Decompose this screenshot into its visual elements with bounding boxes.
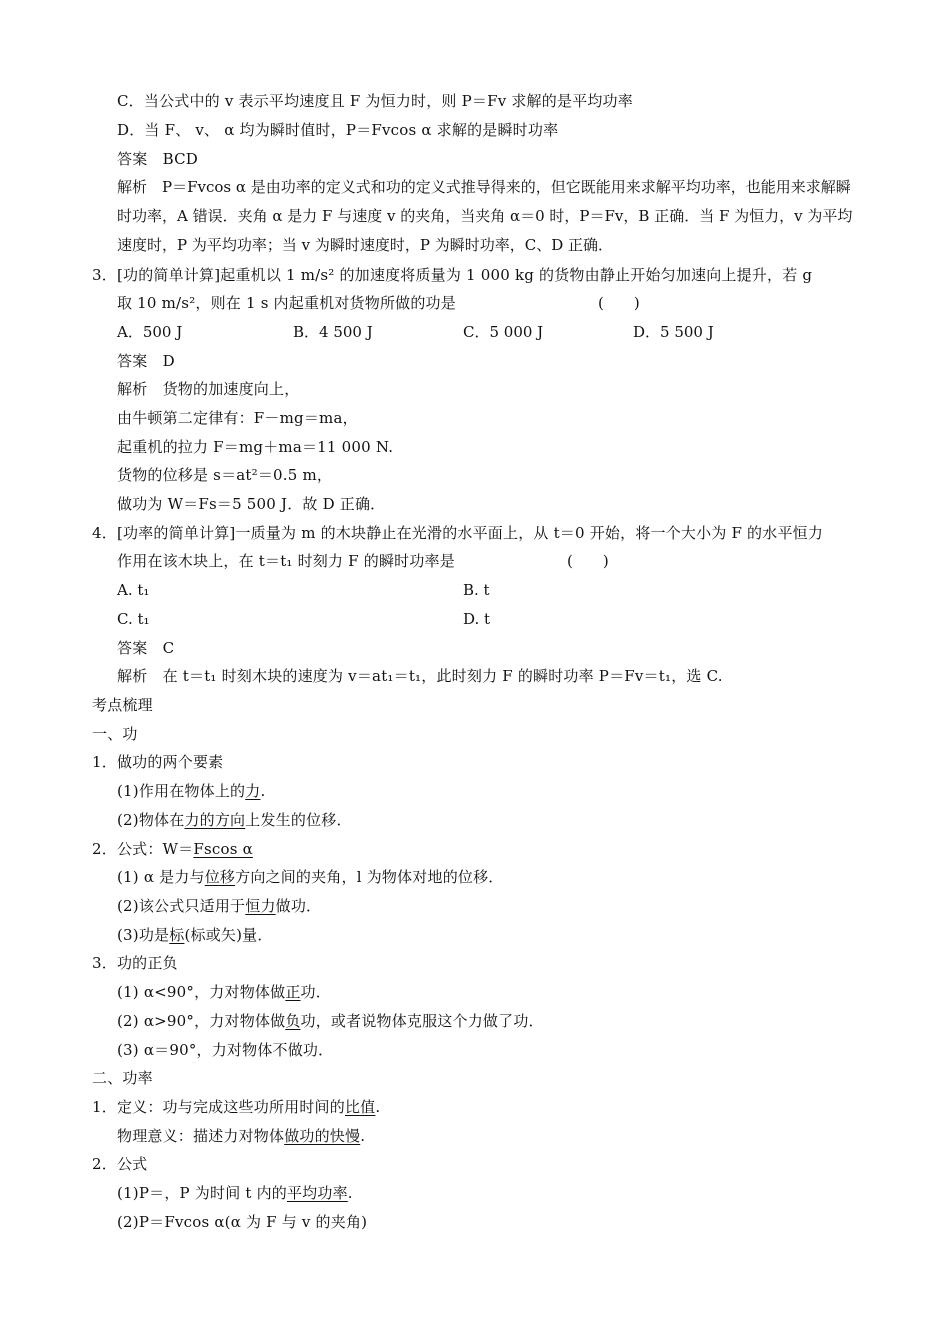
q3-analysis-line2: 由牛顿第二定律有：F－mg＝ma， xyxy=(117,409,358,427)
work-formula-note-3: (3)功是标(标或矢)量． xyxy=(117,926,273,944)
blank-answer: 力 xyxy=(245,782,261,800)
q2-answer: 答案 BCD xyxy=(117,150,199,168)
work-element-2: (2)物体在力的方向上发生的位移． xyxy=(117,811,352,829)
power-formula-title: 2．公式 xyxy=(92,1155,148,1173)
blank-answer: 力的方向 xyxy=(184,811,246,829)
q4-option-a: A. t₁ xyxy=(117,581,150,599)
blank-answer: 标 xyxy=(169,926,185,944)
work-sign-2: (2) α>90°，力对物体做负功，或者说物体克服这个力做了功． xyxy=(117,1012,544,1030)
work-formula-note-2: (2)该公式只适用于恒力做功． xyxy=(117,897,322,915)
q3-stem-line1: 3．[功的简单计算]起重机以 1 m/s² 的加速度将质量为 1 000 kg 的货物由静止开始匀加速向上提升，若 g xyxy=(92,266,813,284)
work-sign-title: 3．功的正负 xyxy=(92,954,178,972)
q3-option-a: A．500 J xyxy=(117,323,183,341)
blank-answer: 恒力 xyxy=(245,897,276,915)
power-definition: 1．定义：功与完成这些功所用时间的比值. xyxy=(92,1098,381,1116)
blank-answer: 做功的快慢 xyxy=(284,1127,361,1145)
q3-answer-bracket: ( ) xyxy=(598,294,640,312)
q2-analysis: 解析 P＝Fvcos α 是由功率的定义式和功的定义式推导得来的，但它既能用来求解平均功率，也能用来求解瞬时功率，A 错误．夹角 α 是力 F 与速度 v 的夹角，当夹角 α＝0 时，P＝Fv，B 正确．当 F 为恒力，v 为平均速度时，P 为平均功率；当 v 为瞬时速度时，P 为瞬时功率，C、D 正确． xyxy=(117,178,853,254)
q4-stem-line1: 4．[功率的简单计算]一质量为 m 的木块静止在光滑的水平面上，从 t＝0 开始，将一个大小为 F 的水平恒力 xyxy=(92,524,824,542)
q3-stem-line2: 取 10 m/s²，则在 1 s 内起重机对货物所做的功是 xyxy=(117,294,456,312)
q3-option-c: C．5 000 J xyxy=(463,323,544,341)
power-formula-2: (2)P＝Fvcos α(α 为 F 与 v 的夹角) xyxy=(117,1213,368,1231)
power-meaning: 物理意义：描述力对物体做功的快慢. xyxy=(117,1127,366,1145)
blank-answer: 正 xyxy=(285,983,301,1001)
q4-stem-line2: 作用在该木块上，在 t＝t₁ 时刻力 F 的瞬时功率是 xyxy=(117,552,455,570)
blank-answer: 平均功率 xyxy=(286,1184,348,1202)
review-heading: 考点梳理 xyxy=(92,696,153,714)
work-sign-3: (3) α＝90°，力对物体不做功． xyxy=(117,1041,334,1059)
q3-analysis-line5: 做功为 W＝Fs＝5 500 J．故 D 正确． xyxy=(117,495,386,513)
blank-answer: 比值 xyxy=(344,1098,376,1116)
blank-answer: Fscos α xyxy=(193,840,253,858)
q3-option-d: D．5 500 J xyxy=(633,323,714,341)
q4-option-b: B. t xyxy=(463,581,490,599)
blank-answer: 负 xyxy=(285,1012,301,1030)
q4-answer-bracket: ( ) xyxy=(567,552,609,570)
section-work-title: 一、功 xyxy=(92,725,138,743)
power-formula-1: (1)P＝，P 为时间 t 内的平均功率. xyxy=(117,1184,353,1202)
q2-option-d: D．当 F、 v、 α 均为瞬时值时，P＝Fvcos α 求解的是瞬时功率 xyxy=(117,121,559,139)
work-formula-note-1: (1) α 是力与位移方向之间的夹角，l 为物体对地的位移． xyxy=(117,868,504,886)
blank-answer: 位移 xyxy=(204,868,236,886)
q3-analysis-line1: 解析 货物的加速度向上， xyxy=(117,380,300,398)
section-power-title: 二、功率 xyxy=(92,1069,153,1087)
q4-option-c: C. t₁ xyxy=(117,610,150,628)
work-formula: 2．公式：W＝Fscos α xyxy=(92,840,253,858)
q3-answer: 答案 D xyxy=(117,352,175,370)
q3-option-b: B．4 500 J xyxy=(293,323,373,341)
work-element-1: (1)作用在物体上的力. xyxy=(117,782,266,800)
q4-analysis: 解析 在 t＝t₁ 时刻木块的速度为 v＝at₁＝t₁，此时刻力 F 的瞬时功率 P＝Fv＝t₁，选 C. xyxy=(117,667,723,685)
q4-answer: 答案 C xyxy=(117,639,175,657)
q3-analysis-line4: 货物的位移是 s＝at²＝0.5 m， xyxy=(117,466,333,484)
work-elements-title: 1．做功的两个要素 xyxy=(92,753,224,771)
q3-analysis-line3: 起重机的拉力 F＝mg＋ma＝11 000 N. xyxy=(117,438,394,456)
work-sign-1: (1) α<90°，力对物体做正功． xyxy=(117,983,331,1001)
q4-option-d: D. t xyxy=(463,610,491,628)
q2-option-c: C．当公式中的 v 表示平均速度且 F 为恒力时，则 P＝Fv 求解的是平均功率 xyxy=(117,92,633,110)
